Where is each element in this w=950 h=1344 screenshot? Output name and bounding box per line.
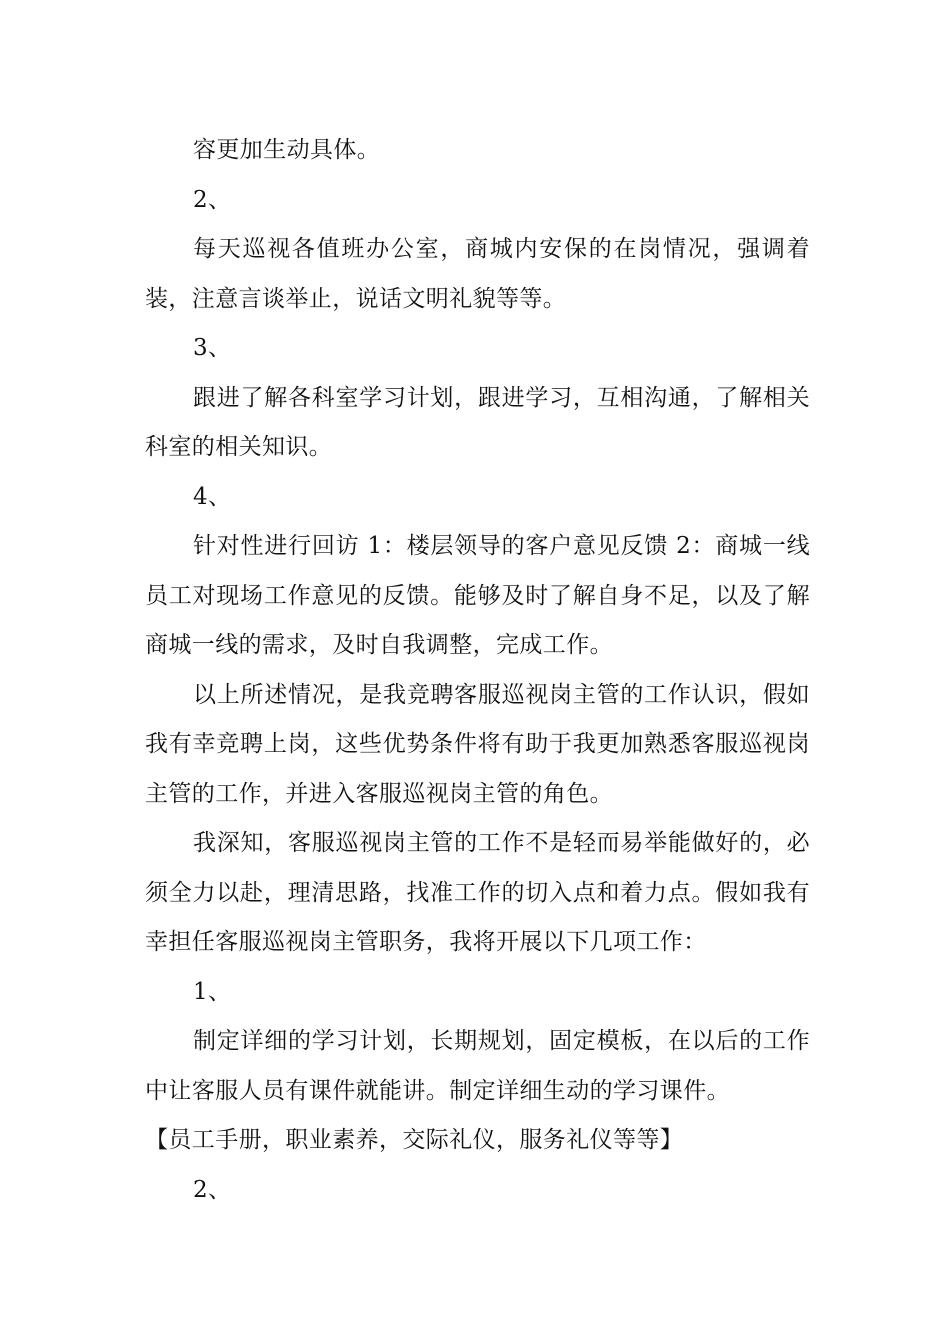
list-number: 3、: [193, 335, 232, 361]
paragraph: 我深知，客服巡视岗主管的工作不是轻而易举能做好的，必须全力以赴，理清思路，找准工作的切入点和着力点。假如我有幸担任客服巡视岗主管职务，我将开展以下几项工作：: [145, 830, 810, 955]
list-number: 2、: [193, 1176, 232, 1203]
list-number: 1、: [193, 978, 232, 1005]
paragraph: 跟进了解各科室学习计划，跟进学习，互相沟通，了解相关科室的相关知识。: [145, 384, 810, 460]
paragraph: 制定详细的学习计划，长期规划，固定模板，在以后的工作中让客服人员有课件就能讲。制定详细生动的学习课件。: [145, 1028, 810, 1104]
paragraph: 以上所述情况，是我竞聘客服巡视岗主管的工作认识，假如我有幸竞聘上岗，这些优势条件将有助于我更加熟悉客服巡视岗主管的工作，并进入客服巡视岗主管的角色。: [145, 681, 810, 807]
paragraph: 容更加生动具体。: [193, 137, 381, 163]
bracket-line: 【员工手册，职业素养，交际礼仪，服务礼仪等等】: [145, 1127, 684, 1153]
document-body: [145, 126, 810, 1215]
list-number: 2、: [193, 186, 232, 213]
paragraph: 针对性进行回访 1：楼层领导的客户意见反馈 2：商城一线员工对现场工作意见的反馈。能够及时了解自身不足，以及了解商城一线的需求，及时自我调整，完成工作。: [145, 533, 810, 658]
list-number: 4、: [193, 483, 232, 510]
paragraph: 每天巡视各值班办公室，商城内安保的在岗情况，强调着装，注意言谈举止，说话文明礼貌等等。: [145, 236, 810, 312]
